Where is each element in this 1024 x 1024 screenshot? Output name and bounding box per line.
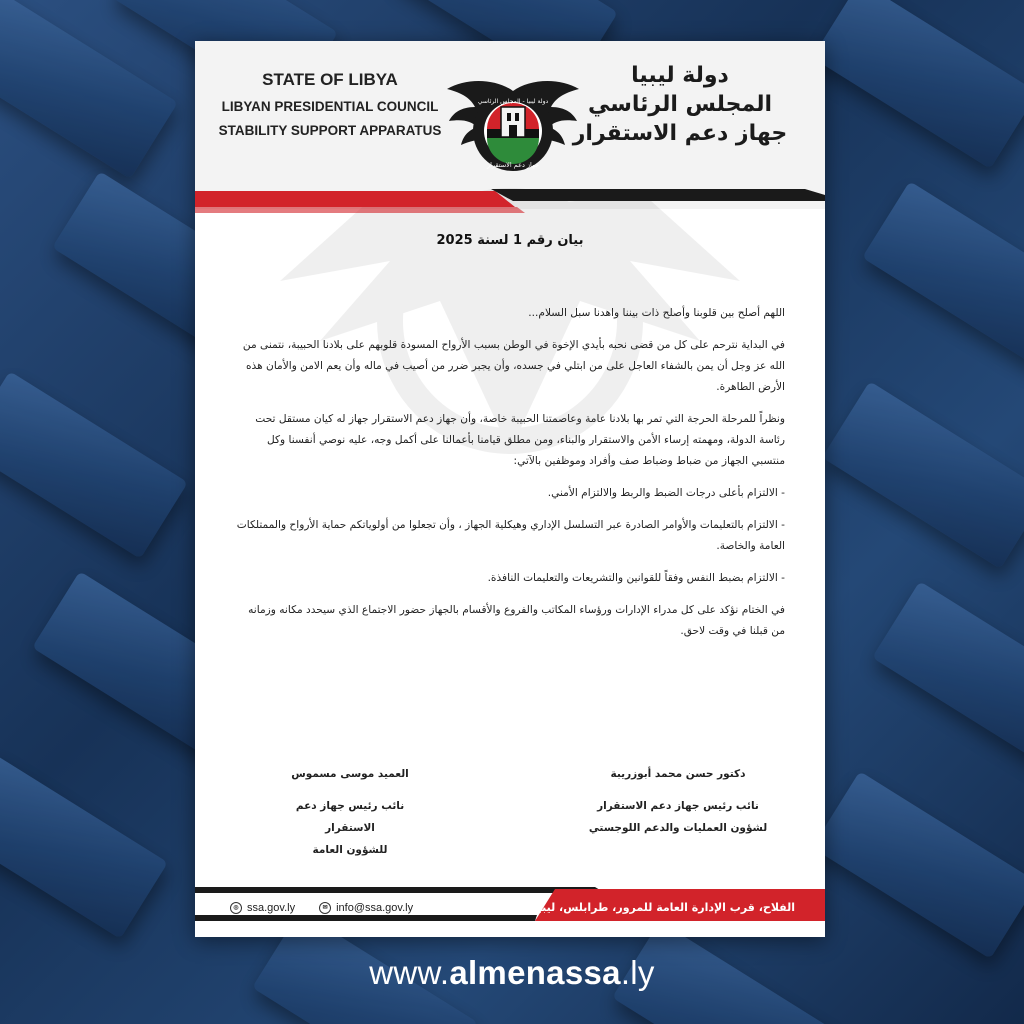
mail-icon: ✉ (319, 902, 331, 914)
globe-icon: ◎ (230, 902, 242, 914)
signatory-portfolio: لشؤون العمليات والدعم اللوجستي (588, 822, 768, 834)
paragraph-condolence: في البداية نترحم على كل من قضى نحبه بأيدي الإخوة في الوطن بسبب الأرواح المسودة قلوبهم على بلادنا الحبيبة، نتمنى من الله عز وجل أن يمن بالشفاء العاجل على من ابتلي في جسده، وأن يجبر ضرر من أصيب في ماله وأن يعم الامن والأمان هذه الأرض الطاهرة. (242, 339, 785, 393)
council-name-ar: المجلس الرئاسي (587, 92, 773, 117)
site-prefix: www. (369, 954, 450, 991)
footer-email[interactable] (319, 902, 413, 914)
directive-chain-of-command: - الالتزام بالتعليمات والأوامر الصادرة عبر التسلسل الإداري وهيكلية الجهاز ، وأن تجعلوا من أولوياتكم حماية الأرواح والممتلكات العامة والخاصة. (236, 519, 785, 552)
signatory-name: العميد موسى مسموس (291, 768, 409, 780)
statement-body (235, 303, 785, 653)
state-name-en: STATE OF LIBYA (262, 70, 398, 89)
signatory-name: دكتور حسن محمد أبوزريبة (610, 768, 746, 780)
header-arabic (565, 61, 795, 148)
eagle-emblem-icon (445, 67, 581, 185)
apparatus-name-ar: جهاز دعم الاستقرار (572, 121, 788, 146)
document-page (195, 41, 825, 937)
footer-website[interactable] (230, 902, 295, 914)
paragraph-context: ونظراً للمرحلة الحرجة التي تمر بها بلادنا عامة وعاصمتنا الحبيبة خاصة، وأن جهاز دعم الاستقرار جهاز له كيان مستقل تحت رئاسة الدولة، ومهمته إرساء الأمن والاستقرار والبناء، ومن مطلق قيامنا بأعمالنا على أكمل وجه، عليه نوصي أنفسنا وكل منتسبي الجهاز من ضباط وضباط صف وأفراد وموظفين بالآتي: (255, 413, 785, 467)
paragraph-closing: في الختام نؤكد على كل مدراء الإدارات ورؤساء المكاتب والفروع والأقسام بالجهاز حضور الاجتماع الذي سيحدد مكانه وزمانه من قبلنا في وقت لاحق. (248, 604, 785, 637)
email-text: info@ssa.gov.ly (336, 902, 414, 914)
signatory-role: نائب رئيس جهاز دعم الاستقرار (597, 800, 759, 812)
paragraph-opening: اللهم أصلح بين قلوبنا وأصلح ذات بيننا واهدنا سبل السلام... (528, 307, 785, 319)
site-brand: almenassa (449, 954, 621, 991)
statement-title: بيان رقم 1 لسنة 2025 (436, 233, 584, 248)
source-website-watermark (0, 954, 1024, 992)
header-stripe (195, 177, 825, 217)
signature-right (583, 763, 773, 839)
site-suffix: .ly (620, 954, 655, 991)
directive-restraint: - الالتزام بضبط النفس وفقاً للقوانين والتشريعات والتعليمات النافذة. (487, 572, 785, 584)
signature-left (275, 763, 425, 861)
signatory-portfolio: للشؤون العامة (312, 844, 388, 856)
website-text: ssa.gov.ly (247, 902, 296, 914)
state-name-ar: دولة ليبيا (631, 63, 729, 88)
header-english (215, 68, 445, 141)
logo-ring-bottom: جهاز دعم الاستقرار (486, 161, 540, 169)
directive-discipline: - الالتزام بأعلى درجات الضبط والربط والالتزام الأمني. (547, 487, 785, 499)
apparatus-name-en: STABILITY SUPPORT APPARATUS (218, 123, 442, 138)
footer-contacts (230, 902, 413, 914)
logo-ring-top: دولة ليبيا - المجلس الرئاسي (477, 98, 549, 105)
council-name-en: LIBYAN PRESIDENTIAL COUNCIL (221, 99, 439, 114)
signatory-role: نائب رئيس جهاز دعم الاستقرار (295, 800, 405, 834)
footer-address: الفلاح، قرب الإدارة العامة للمرور، طرابلس، ليبيا (533, 901, 795, 914)
